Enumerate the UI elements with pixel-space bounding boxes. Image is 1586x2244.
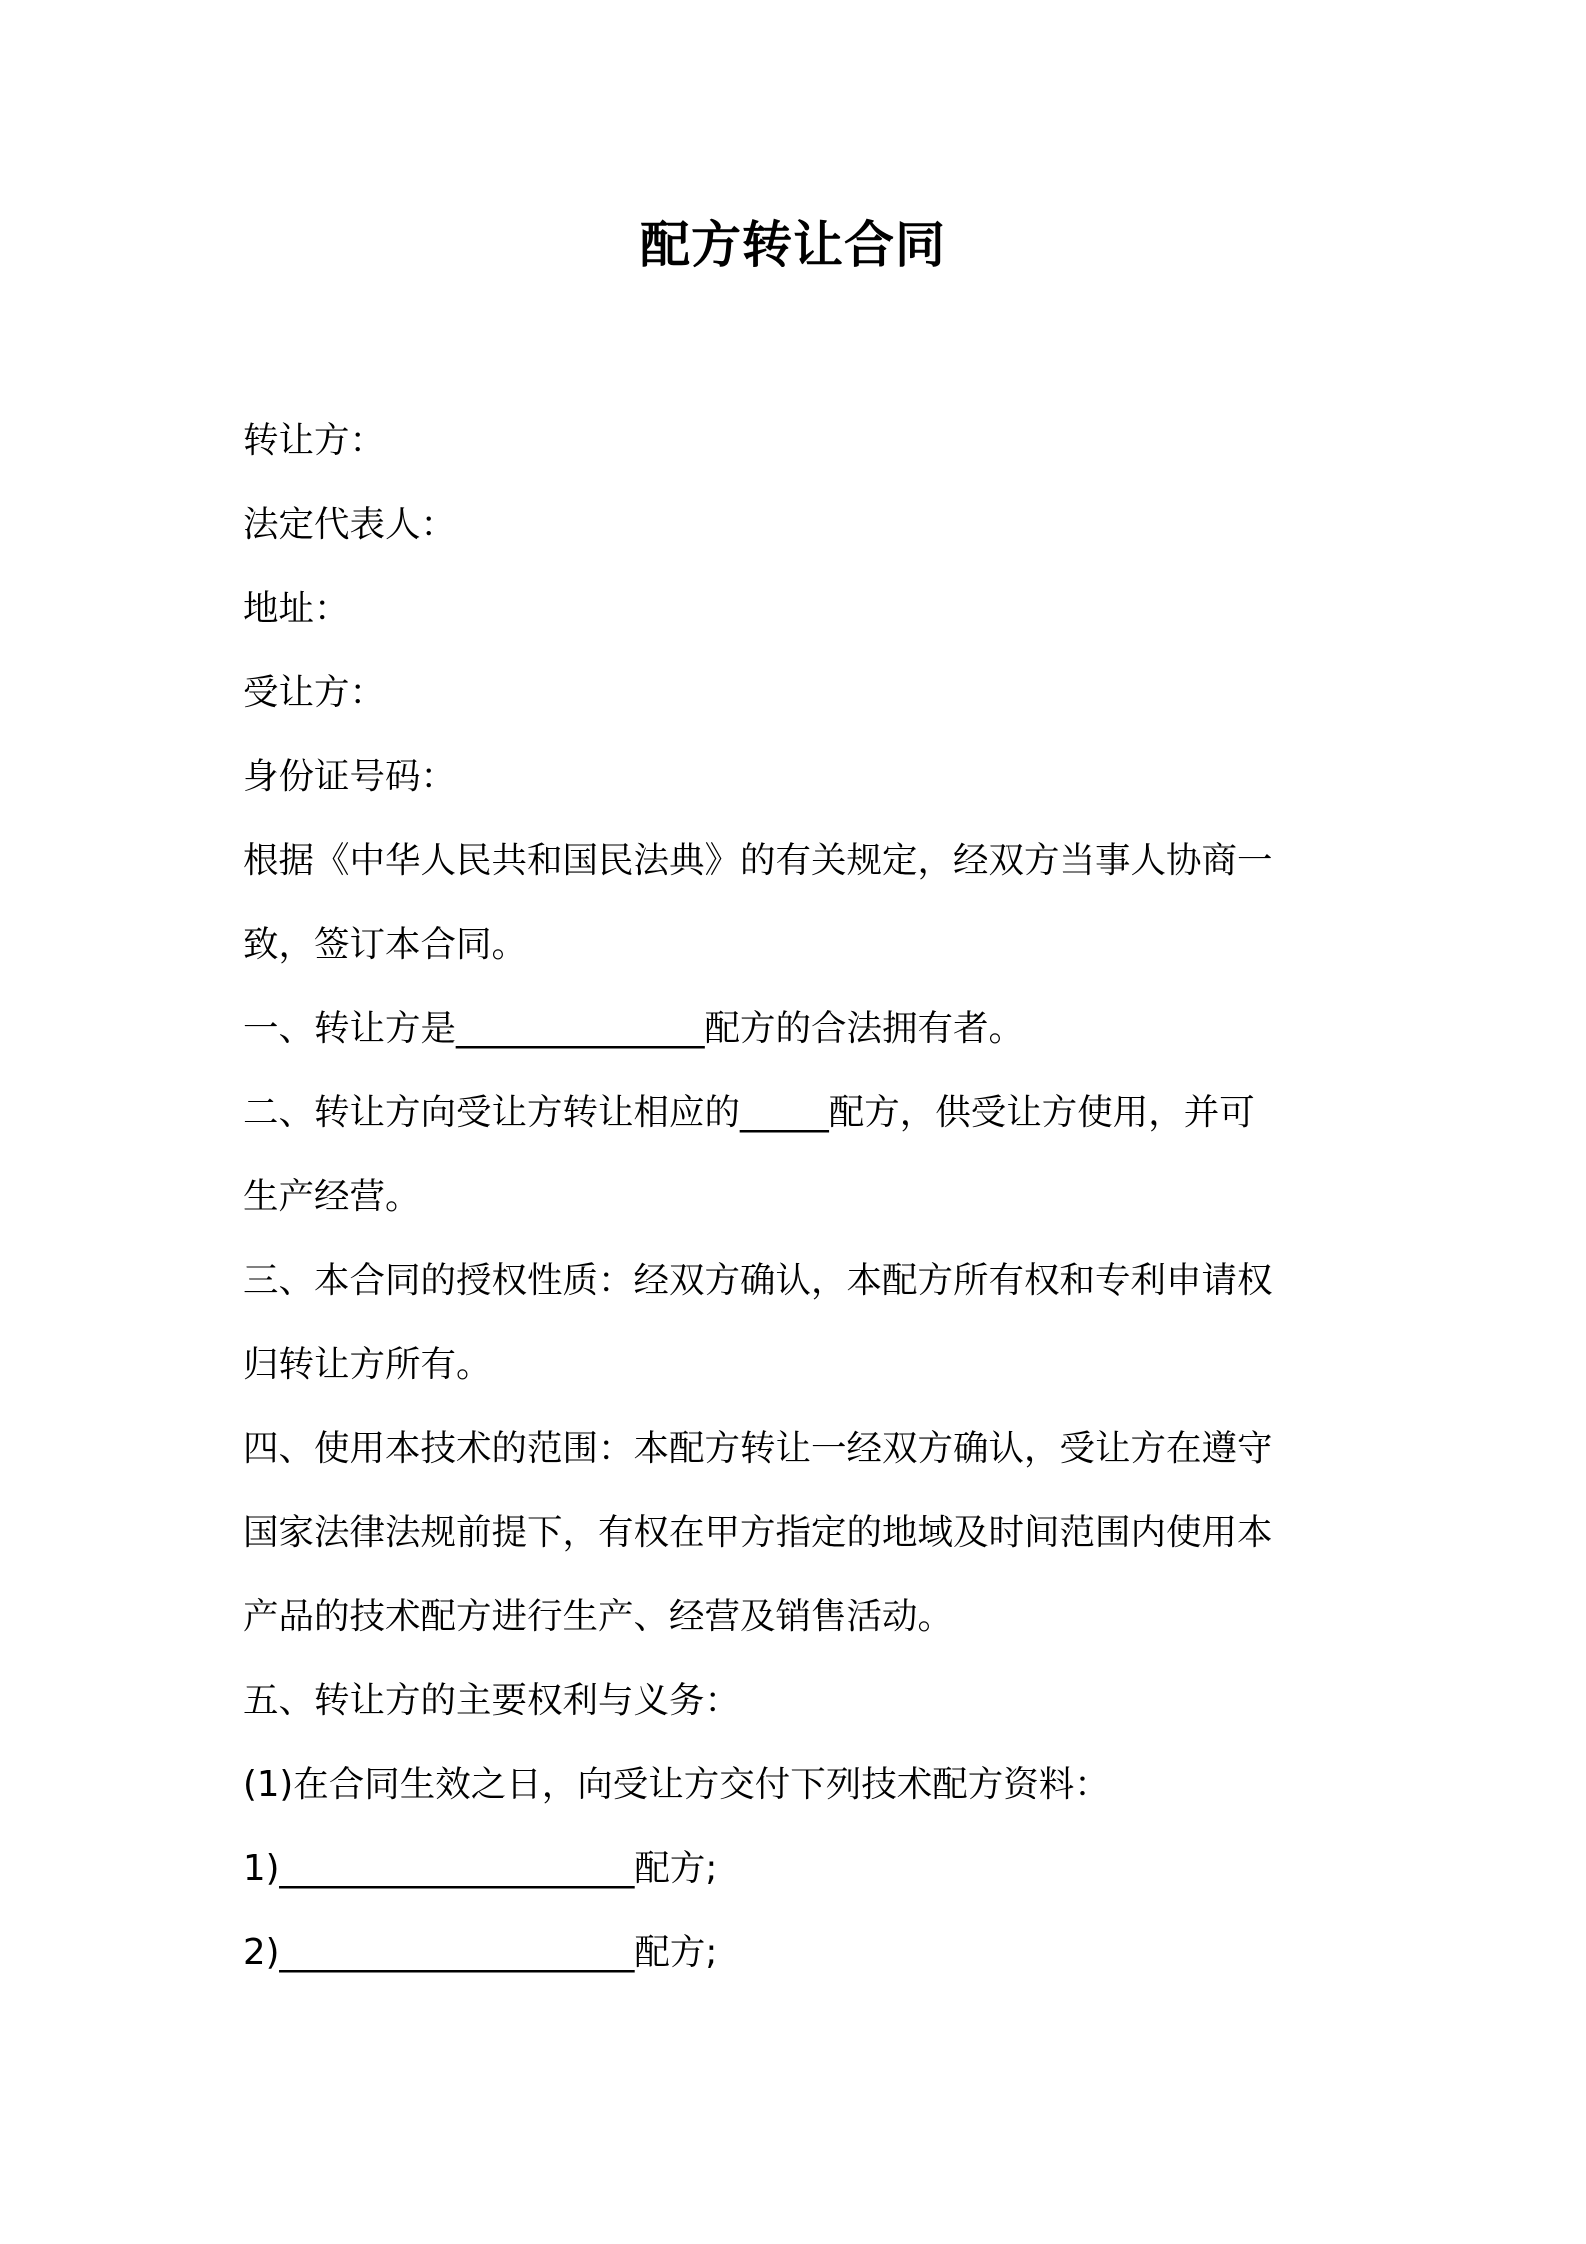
document-title: 配方转让合同: [640, 216, 946, 274]
preamble-line-2: 致，签订本合同。: [243, 924, 528, 965]
clause-2-line-1: 二、转让方向受让方转让相应的_____配方，供受让方使用，并可: [243, 1092, 1255, 1133]
clause-5-heading: 五、转让方的主要权利与义务：: [243, 1680, 741, 1721]
clause-5-item-1: (1)在合同生效之日，向受让方交付下列技术配方资料：: [243, 1764, 1110, 1805]
party-transferor-line: 转让方：: [243, 420, 386, 461]
legal-representative-line: 法定代表人：: [243, 504, 457, 545]
clause-3-line-2: 归转让方所有。: [243, 1344, 492, 1385]
clause-4-line-3: 产品的技术配方进行生产、经营及销售活动。: [243, 1596, 954, 1637]
party-transferee-line: 受让方：: [243, 672, 386, 713]
clause-4-line-1: 四、使用本技术的范围：本配方转让一经双方确认，受让方在遵守: [243, 1428, 1273, 1469]
id-number-line: 身份证号码：: [243, 756, 457, 797]
document-body: [243, 399, 1343, 1995]
address-line: 地址：: [243, 588, 350, 629]
clause-2-line-2: 生产经营。: [243, 1176, 421, 1217]
preamble-line-1: 根据《中华人民共和国民法典》的有关规定，经双方当事人协商一: [243, 840, 1273, 881]
formula-list-item-2: 2)____________________配方;: [243, 1932, 718, 1973]
clause-1-line: 一、转让方是______________配方的合法拥有者。: [243, 1008, 1025, 1049]
clause-3-line-1: 三、本合同的授权性质：经双方确认，本配方所有权和专利申请权: [243, 1260, 1273, 1301]
clause-4-line-2: 国家法律法规前提下，有权在甲方指定的地域及时间范围内使用本: [243, 1512, 1273, 1553]
formula-list-item-1: 1)____________________配方;: [243, 1848, 718, 1889]
